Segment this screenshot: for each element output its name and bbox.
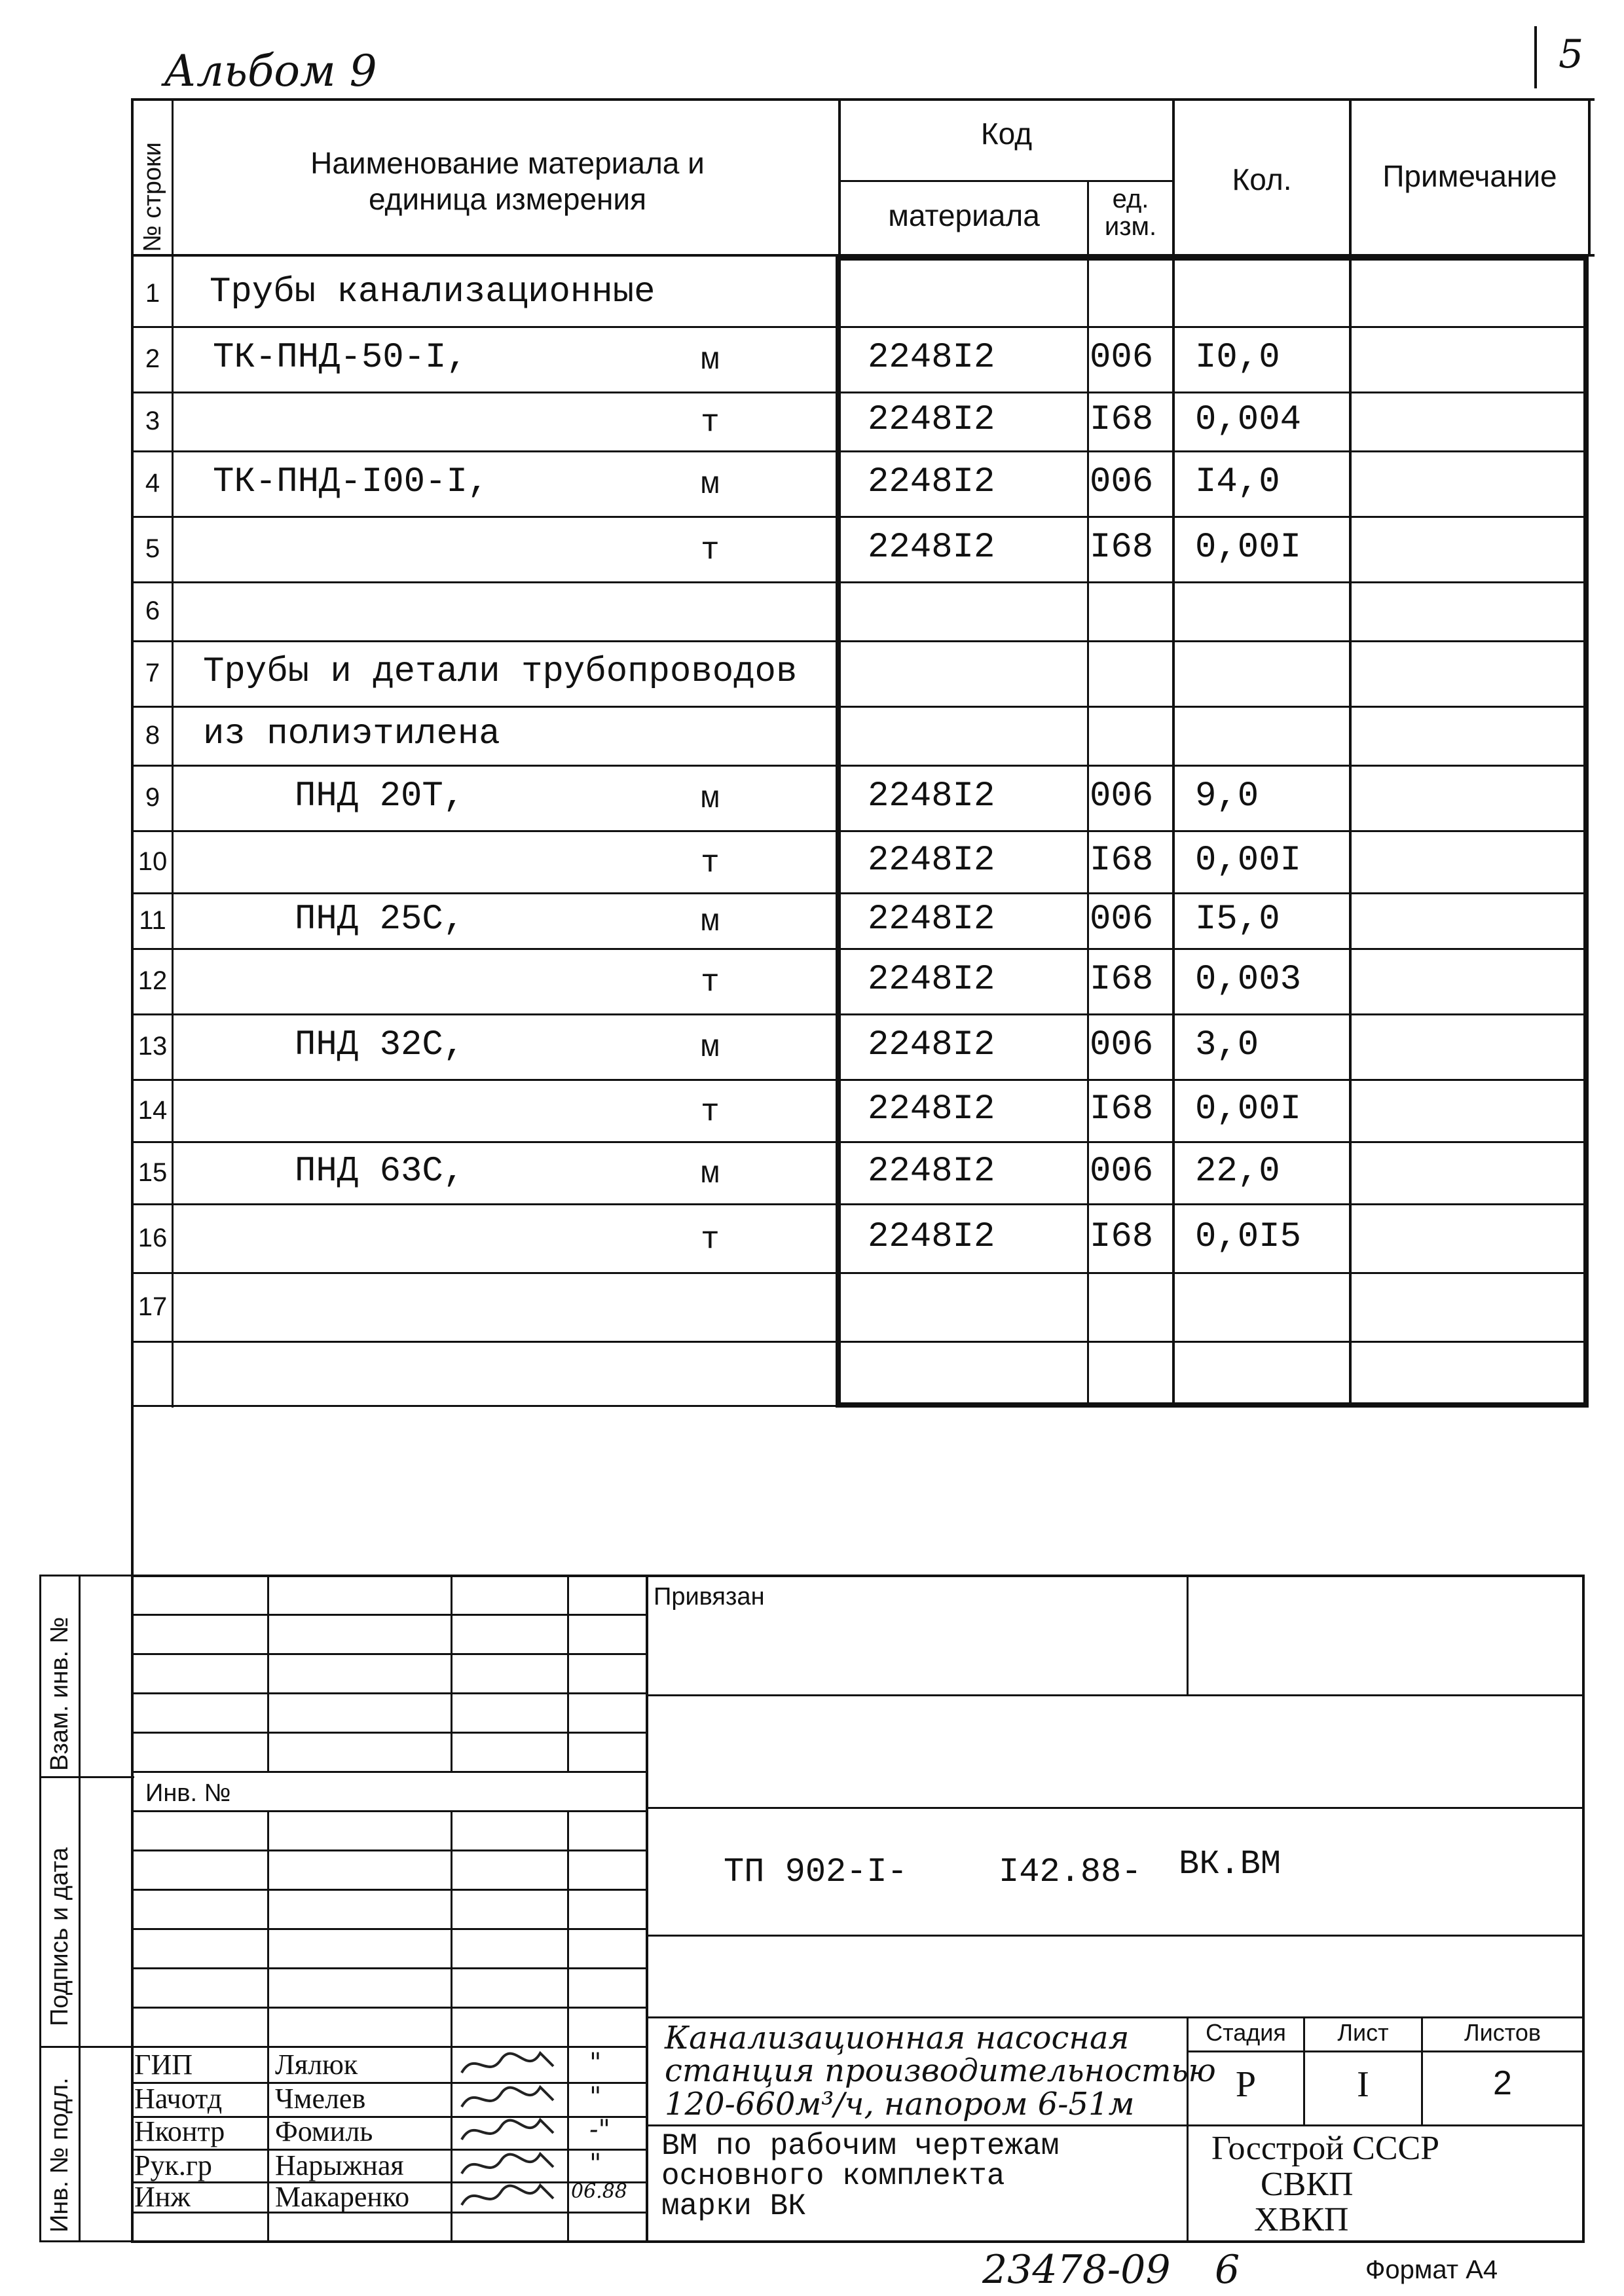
row-material-code: 2248I2: [868, 1216, 995, 1257]
sheets-value: 2: [1493, 2064, 1512, 2102]
row-number: 8: [145, 721, 160, 750]
row-number: 16: [138, 1223, 168, 1252]
sheet-value: I: [1357, 2064, 1369, 2105]
row-number: 2: [145, 344, 160, 373]
row-unit: м: [701, 904, 720, 940]
signature-scribble: [455, 2047, 566, 2083]
row-unit-code: 006: [1090, 776, 1154, 816]
row-material-code: 2248I2: [868, 776, 995, 816]
row-name: ПНД 32С,: [295, 1025, 465, 1065]
row-unit: т: [701, 1222, 720, 1258]
row-material-code: 2248I2: [868, 528, 995, 568]
row-unit-code: 006: [1090, 1025, 1154, 1065]
row-unit-code: 006: [1090, 462, 1154, 502]
row-number: 3: [145, 407, 160, 435]
row-unit: м: [701, 782, 720, 817]
signature-scribble: [455, 2081, 566, 2117]
signer-name: Фомиль: [275, 2115, 373, 2147]
signer-role: Рук.гр: [134, 2149, 212, 2181]
signer-name: Чмелев: [275, 2083, 366, 2115]
header-code: Код: [980, 117, 1033, 151]
row-unit-code: I68: [1090, 528, 1154, 568]
row-unit: т: [701, 533, 720, 568]
row-unit: т: [701, 405, 720, 441]
sheets-label: Листов: [1464, 2019, 1541, 2046]
row-quantity: 3,0: [1195, 1025, 1259, 1065]
row-name: Трубы и детали трубопроводов: [203, 652, 798, 692]
signer-name: Лялюк: [275, 2049, 358, 2081]
project-title: Канализационная насосная станция производительностью 120-660м³/ч, напором 6-51м: [665, 2020, 1216, 2123]
album-label: Альбом 9: [164, 46, 377, 96]
side-podpis: Подпись и дата: [46, 1847, 73, 2026]
organization: Госстрой СССР СВКП ХВКП: [1211, 2130, 1440, 2239]
row-unit: т: [701, 1094, 720, 1130]
row-unit: м: [701, 1156, 720, 1192]
page-mark: 6: [1215, 2247, 1240, 2293]
signer-role: Начотд: [134, 2083, 223, 2115]
header-code-material: материала: [888, 198, 1040, 232]
signer-date: -": [589, 2115, 610, 2145]
row-number: 5: [145, 534, 160, 563]
signer-name: Макаренко: [275, 2181, 410, 2213]
header-row-no: № строки: [139, 142, 166, 252]
row-quantity: 0,003: [1195, 960, 1302, 1000]
row-number: 14: [138, 1095, 168, 1125]
signature-scribble: [455, 2179, 566, 2215]
row-unit-code: I68: [1090, 840, 1154, 881]
row-unit-code: 006: [1090, 1151, 1154, 1192]
inv-no-label: Инв. №: [145, 1779, 231, 1807]
row-number: 10: [138, 847, 168, 876]
side-inv-podl: Инв. № подл.: [46, 2077, 73, 2232]
side-vzam: Взам. инв. №: [46, 1616, 73, 1771]
row-number: 7: [145, 659, 160, 687]
header-name-1: Наименование материала и: [310, 146, 705, 180]
row-unit-code: 006: [1090, 899, 1154, 939]
signature-scribble: [455, 2113, 566, 2149]
stage-value: Р: [1235, 2064, 1257, 2105]
row-name: ПНД 20Т,: [295, 776, 465, 816]
signer-role: Инж: [134, 2181, 191, 2213]
row-material-code: 2248I2: [868, 899, 995, 939]
row-quantity: 0,004: [1195, 400, 1302, 440]
row-unit-code: I68: [1090, 960, 1154, 1000]
row-number: 6: [145, 596, 160, 625]
row-quantity: 9,0: [1195, 776, 1259, 816]
header-name-2: единица измерения: [368, 182, 647, 216]
row-unit: м: [701, 1030, 720, 1066]
row-material-code: 2248I2: [868, 840, 995, 881]
signer-role: Нконтр: [134, 2115, 225, 2147]
row-name: ПНД 63С,: [295, 1151, 465, 1192]
doc-code-c: ВК.ВМ: [1179, 1845, 1282, 1884]
row-material-code: 2248I2: [868, 338, 995, 378]
signer-date: ": [589, 2149, 602, 2179]
signer-name: Нарыжная: [275, 2149, 404, 2181]
row-name: ТК-ПНД-50-I,: [213, 338, 468, 378]
row-quantity: I0,0: [1195, 338, 1280, 378]
row-quantity: I4,0: [1195, 462, 1280, 502]
row-material-code: 2248I2: [868, 960, 995, 1000]
row-name: из полиэтилена: [203, 714, 500, 754]
row-material-code: 2248I2: [868, 1151, 995, 1192]
row-material-code: 2248I2: [868, 462, 995, 502]
format-label: Формат А4: [1365, 2255, 1498, 2284]
row-unit-code: I68: [1090, 1089, 1154, 1129]
signer-date: ": [589, 2048, 602, 2078]
row-unit-code: I68: [1090, 400, 1154, 440]
row-material-code: 2248I2: [868, 1089, 995, 1129]
row-name: ТК-ПНД-I00-I,: [213, 462, 489, 502]
copy-number: 23478-09: [982, 2247, 1171, 2293]
row-quantity: 0,00I: [1195, 1089, 1302, 1129]
signature-scribble: [455, 2147, 566, 2183]
row-quantity: 22,0: [1195, 1151, 1280, 1192]
header-note: Примечание: [1382, 159, 1557, 193]
row-unit: т: [701, 965, 720, 1000]
row-unit: м: [701, 467, 720, 503]
row-number: 11: [139, 905, 166, 935]
doc-code-b: I42.88-: [999, 1853, 1142, 1891]
row-unit-code: 006: [1090, 338, 1154, 378]
header-qty: Кол.: [1232, 162, 1292, 196]
row-number: 9: [145, 783, 160, 812]
page-number: 5: [1559, 31, 1584, 77]
row-unit: т: [701, 845, 720, 881]
row-name: ПНД 25С,: [295, 899, 465, 939]
row-quantity: 0,00I: [1195, 840, 1302, 881]
stage-label: Стадия: [1206, 2019, 1286, 2046]
signer-date: 06.88: [571, 2180, 627, 2203]
row-number: 12: [138, 966, 168, 995]
row-quantity: I5,0: [1195, 899, 1280, 939]
row-unit: м: [701, 343, 720, 378]
doc-title: ВМ по рабочим чертежам основного комплекта марки ВК: [661, 2129, 1060, 2223]
sheet-label: Лист: [1337, 2019, 1389, 2046]
row-quantity: 0,00I: [1195, 528, 1302, 568]
row-number: 15: [138, 1157, 168, 1187]
privyazan-label: Привязан: [654, 1583, 765, 1611]
row-number: 13: [138, 1032, 168, 1061]
row-number: 4: [145, 469, 160, 498]
row-material-code: 2248I2: [868, 1025, 995, 1065]
row-material-code: 2248I2: [868, 400, 995, 440]
row-number: 1: [145, 279, 160, 308]
doc-code-a: ТП 902-I-: [724, 1853, 908, 1891]
row-name: Трубы канализационные: [210, 272, 655, 312]
signer-role: ГИП: [134, 2049, 193, 2081]
signer-date: ": [589, 2082, 602, 2112]
row-number: 17: [138, 1292, 168, 1321]
row-quantity: 0,0I5: [1195, 1216, 1302, 1257]
header-code-unit: ед. изм.: [1104, 185, 1157, 241]
row-unit-code: I68: [1090, 1216, 1154, 1257]
